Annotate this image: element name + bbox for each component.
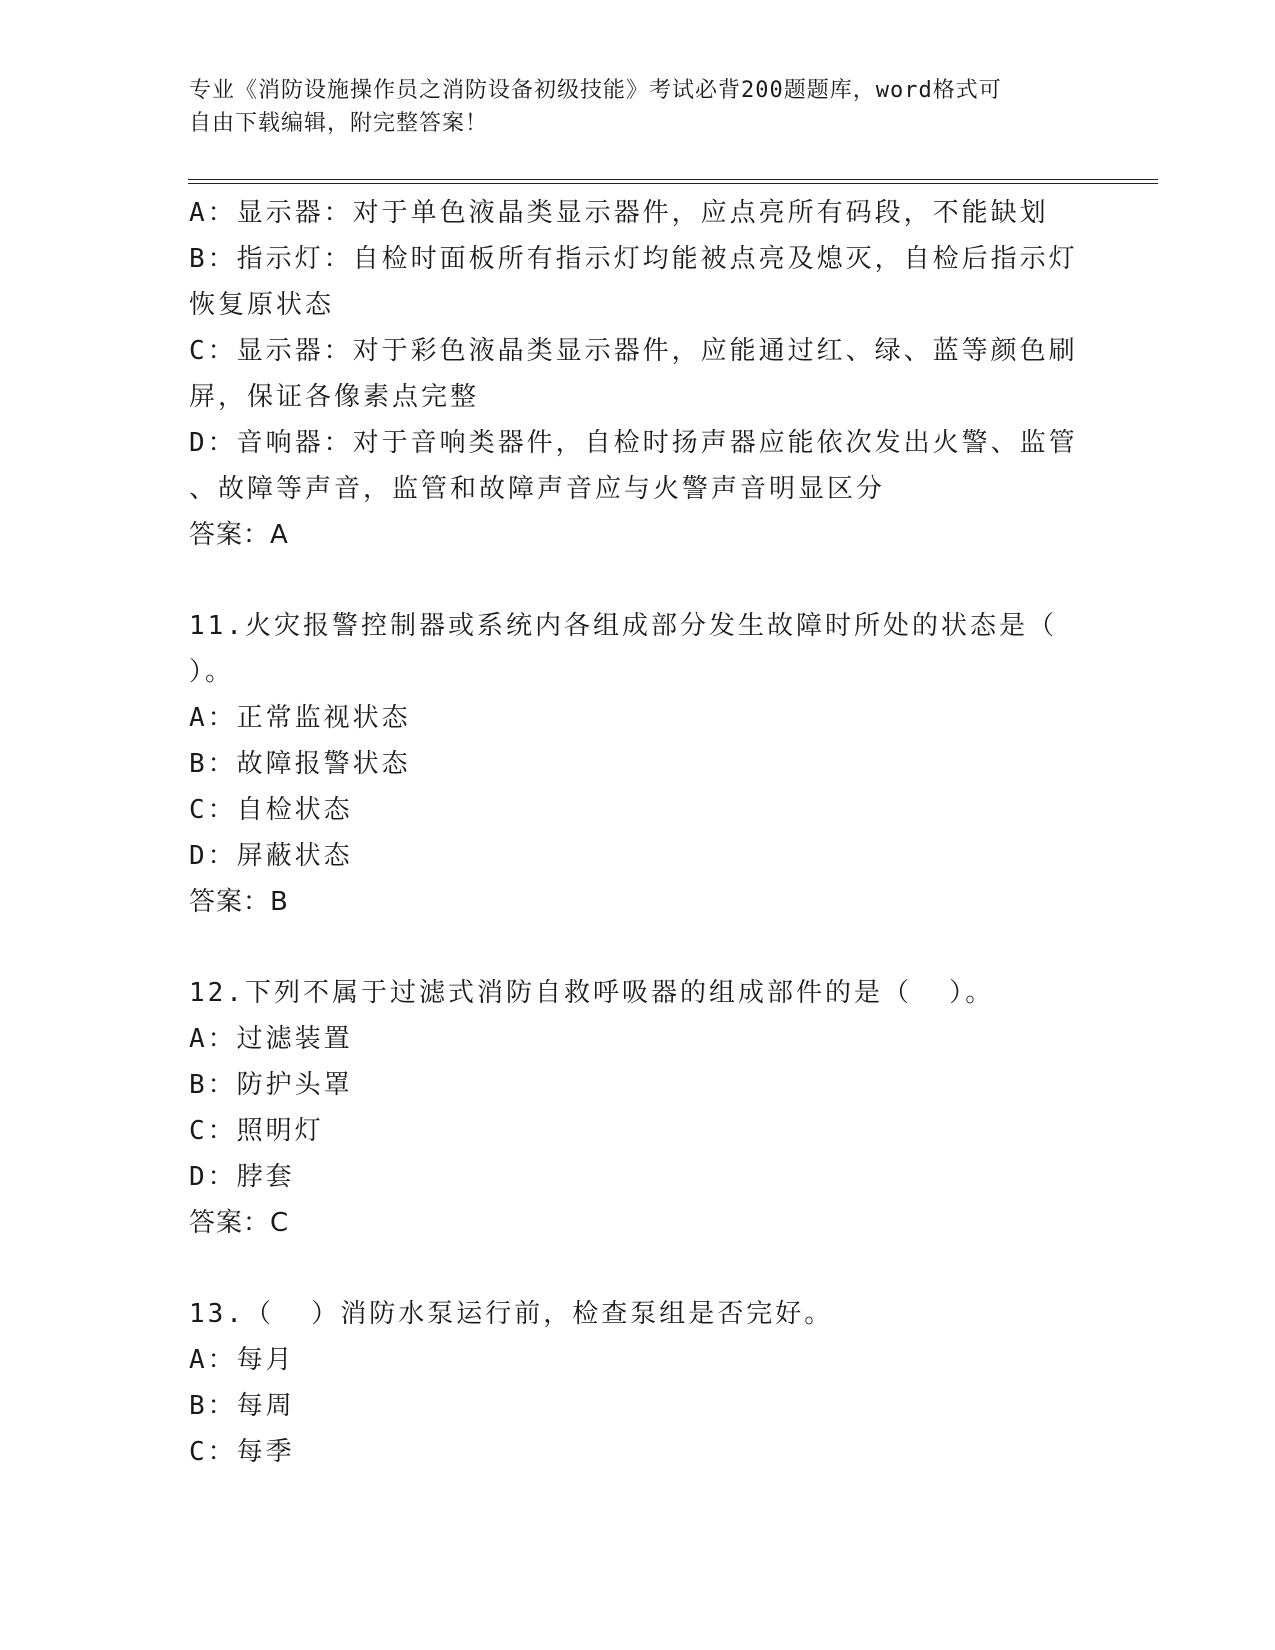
option-b: B：指示灯：自检时面板所有指示灯均能被点亮及熄灭，自检后指示灯 xyxy=(189,244,1078,274)
header-divider-bottom xyxy=(188,183,1158,184)
option-c: C：每季 xyxy=(189,1437,295,1467)
question-12 xyxy=(189,970,1079,1246)
header-line-2: 自由下载编辑，附完整答案！ xyxy=(189,111,489,136)
option-c-cont: 屏，保证各像素点完整 xyxy=(189,382,480,412)
option-a: A：正常监视状态 xyxy=(189,703,411,733)
option-b: B：防护头罩 xyxy=(189,1070,353,1100)
option-c: C：显示器：对于彩色液晶类显示器件，应能通过红、绿、蓝等颜色刷 xyxy=(189,336,1078,366)
option-c: C：自检状态 xyxy=(189,795,353,825)
document-header xyxy=(189,74,1069,140)
option-d: D：屏蔽状态 xyxy=(189,841,353,871)
answer-label: 答案：B xyxy=(189,887,289,917)
question-prev xyxy=(189,190,1079,558)
option-c: C：照明灯 xyxy=(189,1116,324,1146)
header-divider-top xyxy=(188,179,1158,180)
spacer xyxy=(189,925,1079,970)
answer-label: 答案：A xyxy=(189,520,289,550)
question-stem: 11.火灾报警控制器或系统内各组成部分发生故障时所处的状态是（ xyxy=(189,611,1057,641)
question-stem: 13.（ ）消防水泵运行前，检查泵组是否完好。 xyxy=(189,1299,834,1329)
option-a: A：每月 xyxy=(189,1345,295,1375)
option-b: B：故障报警状态 xyxy=(189,749,411,779)
question-11 xyxy=(189,603,1079,925)
question-list xyxy=(189,190,1079,1475)
header-line-1: 专业《消防设施操作员之消防设备初级技能》考试必背200题题库，word格式可 xyxy=(189,78,1002,103)
option-a: A：显示器：对于单色液晶类显示器件，应点亮所有码段，不能缺划 xyxy=(189,198,1049,228)
question-13 xyxy=(189,1291,1079,1475)
question-stem: 12.下列不属于过滤式消防自救呼吸器的组成部件的是（ ）。 xyxy=(189,978,995,1008)
option-d: D：音响器：对于音响类器件，自检时扬声器应能依次发出火警、监管 xyxy=(189,428,1078,458)
spacer xyxy=(189,558,1079,603)
option-a: A：过滤装置 xyxy=(189,1024,353,1054)
option-b: B：每周 xyxy=(189,1391,295,1421)
answer-label: 答案：C xyxy=(189,1208,290,1238)
spacer xyxy=(189,1246,1079,1291)
option-d-cont: 、故障等声音，监管和故障声音应与火警声音明显区分 xyxy=(189,474,886,504)
option-b-cont: 恢复原状态 xyxy=(189,290,335,320)
question-stem-cont: ）。 xyxy=(189,657,235,687)
option-d: D：脖套 xyxy=(189,1162,295,1192)
